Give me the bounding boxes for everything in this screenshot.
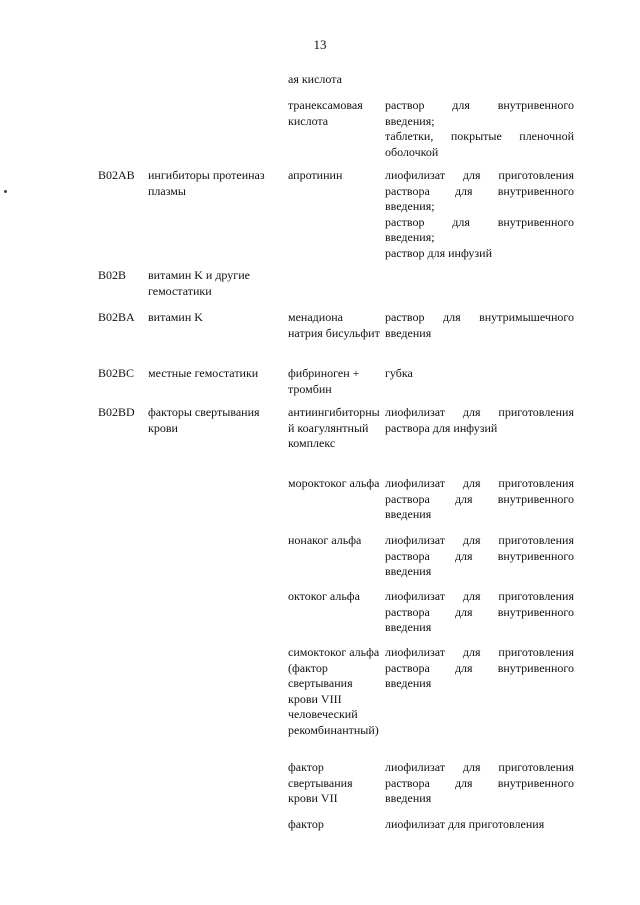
dosage-form: лиофилизат для приготовления раствора для внутривенного введения — [385, 645, 574, 690]
dosage-form: лиофилизат для приготовления раствора для внутривенного введения — [385, 589, 574, 634]
dosage-forms — [385, 98, 574, 160]
group-name: витамин K и другие гемостатики — [148, 268, 250, 298]
dosage-form: раствор для инфузий — [385, 245, 492, 260]
dosage-form: лиофилизат для приготовления раствора для внутривенного введения — [385, 760, 574, 805]
drug-name: фибриноген + тромбин — [288, 366, 360, 396]
dosage-form: таблетки, покрытые пленочной оболочкой — [385, 129, 574, 159]
dosage-form: лиофилизат для приготовления раствора для внутривенного введения; — [385, 168, 574, 213]
drug-name: фактор — [288, 817, 324, 831]
dosage-form: лиофилизат для приготовления раствора для внутривенного введения — [385, 476, 574, 521]
dosage-form: лиофилизат для приготовления раствора для внутривенного введения — [385, 533, 574, 578]
atc-code: B02BD — [98, 405, 135, 419]
drug-name: антиингибиторный коагулянтный комплекс — [288, 405, 380, 450]
page-number: 13 — [313, 37, 327, 52]
dosage-forms — [385, 645, 574, 692]
dosage-forms — [385, 533, 574, 580]
atc-code: B02BA — [98, 310, 135, 324]
group-name: витамин K — [148, 310, 203, 324]
margin-mark — [4, 190, 7, 193]
drug-name: апротинин — [288, 168, 343, 182]
atc-code: B02AB — [98, 168, 135, 182]
drug-name: фактор свертывания крови VII — [288, 760, 353, 805]
dosage-form: губка — [385, 366, 413, 380]
group-name: ингибиторы протеиназ плазмы — [148, 168, 265, 198]
drug-name: мороктоког альфа — [288, 476, 380, 490]
dosage-form: лиофилизат для приготовления — [385, 817, 545, 831]
dosage-forms — [385, 760, 574, 807]
dosage-form: раствор для внутримышечного введения — [385, 310, 574, 340]
dosage-forms — [385, 817, 574, 833]
drug-name: октоког альфа — [288, 589, 360, 603]
dosage-form: раствор для внутривенного введения; — [385, 214, 574, 244]
dosage-form: раствор для внутривенного введения; — [385, 98, 574, 128]
drug-name: симоктоког альфа (фактор свертывания крови VIII человеческий рекомбинантный) — [288, 645, 380, 737]
atc-code: B02B — [98, 268, 127, 282]
drug-name: менадиона натрия бисульфит — [288, 310, 380, 340]
drug-name: ая кислота — [288, 72, 342, 86]
dosage-form: лиофилизат для приготовления раствора для инфузий — [385, 405, 574, 435]
dosage-forms — [385, 589, 574, 636]
dosage-forms — [385, 168, 574, 261]
dosage-forms — [385, 366, 574, 382]
drug-name: нонаког альфа — [288, 533, 362, 547]
atc-code: B02BC — [98, 366, 135, 380]
dosage-forms — [385, 476, 574, 523]
group-name: местные гемостатики — [148, 366, 259, 380]
dosage-forms — [385, 405, 574, 436]
drug-name: транексамовая кислота — [288, 98, 363, 128]
dosage-forms — [385, 310, 574, 341]
group-name: факторы свертывания крови — [148, 405, 260, 435]
